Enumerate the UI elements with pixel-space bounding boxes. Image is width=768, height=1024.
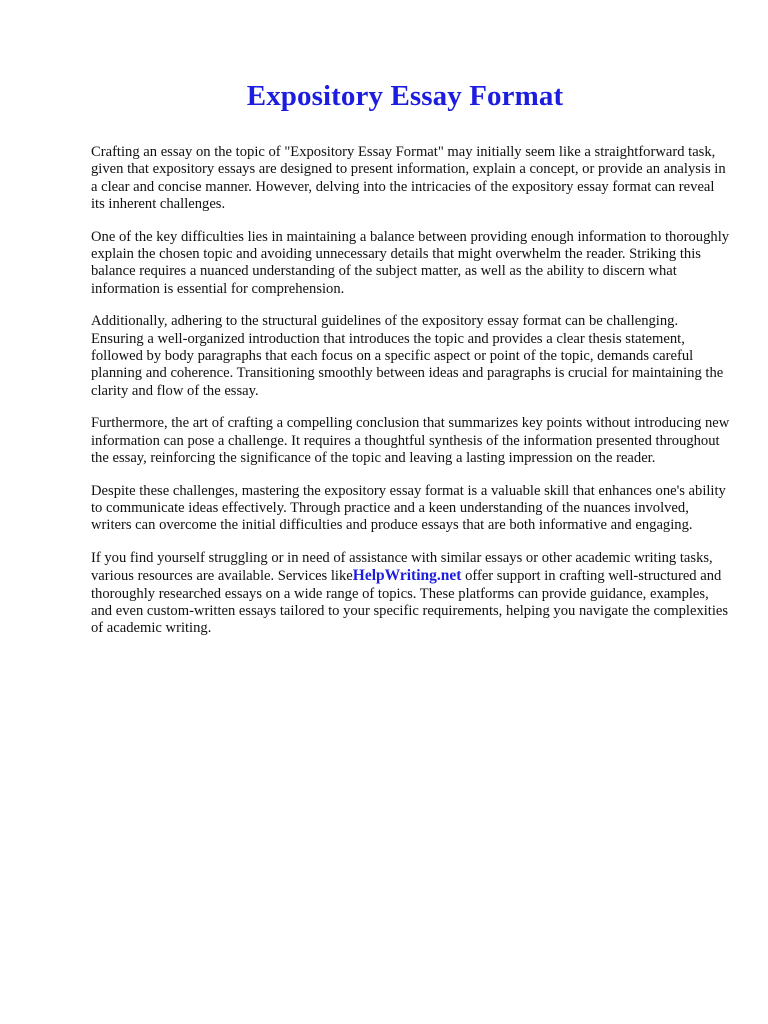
paragraph-4: Furthermore, the art of crafting a compelling conclusion that summarizes key points without introducing new information can pose a challenge. It requires a thoughtful synthesis of the information presented throughout the essay, reinforcing the significance of the topic and leaving a lasting impression on the reader. <box>91 415 730 466</box>
document-body <box>91 144 731 653</box>
paragraph-6 <box>91 550 731 637</box>
document-title: Expository Essay Format <box>246 80 564 112</box>
paragraph-3: Additionally, adhering to the structural guidelines of the expository essay format can be challenging. Ensuring a well-organized introduction that introduces the topic and provides a clear thesis statement, followed by body paragraphs that each focus on a specific aspect or point of the topic, demands careful planning and coherence. Transitioning smoothly between ideas and paragraphs is crucial for maintaining the clarity and flow of the essay. <box>91 313 724 399</box>
paragraph-6-lead-text: If you find yourself struggling or in need of assistance with similar essays or other academic writing tasks, various resources are available. Services like <box>91 550 713 585</box>
paragraph-6-tail-text: offer support in crafting well-structured and thoroughly researched essays on a wide range of topics. These platforms can provide guidance, examples, and even custom-written essays tailored to your specific requirements, helping you navigate the complexities of academic writing. <box>91 568 729 637</box>
helpwriting-link[interactable]: HelpWriting.net <box>352 567 462 585</box>
paragraph-5: Despite these challenges, mastering the expository essay format is a valuable skill that enhances one's ability to communicate ideas effectively. Through practice and a keen understanding of the nuances involved, writers can overcome the initial difficulties and produce essays that are both informative and engaging. <box>91 482 726 534</box>
paragraph-2: One of the key difficulties lies in maintaining a balance between providing enough information to thoroughly explain the chosen topic and avoiding unnecessary details that might overwhelm the reader. Striking this balance requires a nuanced understanding of the subject matter, as well as the ability to discern what information is essential for comprehension. <box>91 228 730 297</box>
paragraph-1: Crafting an essay on the topic of "Expository Essay Format" may initially seem like a straightforward task, given that expository essays are designed to present information, explain a concept, or provide an analysis in a clear and concise manner. However, delving into the intricacies of the expository essay format can reveal its inherent challenges. <box>91 144 726 212</box>
